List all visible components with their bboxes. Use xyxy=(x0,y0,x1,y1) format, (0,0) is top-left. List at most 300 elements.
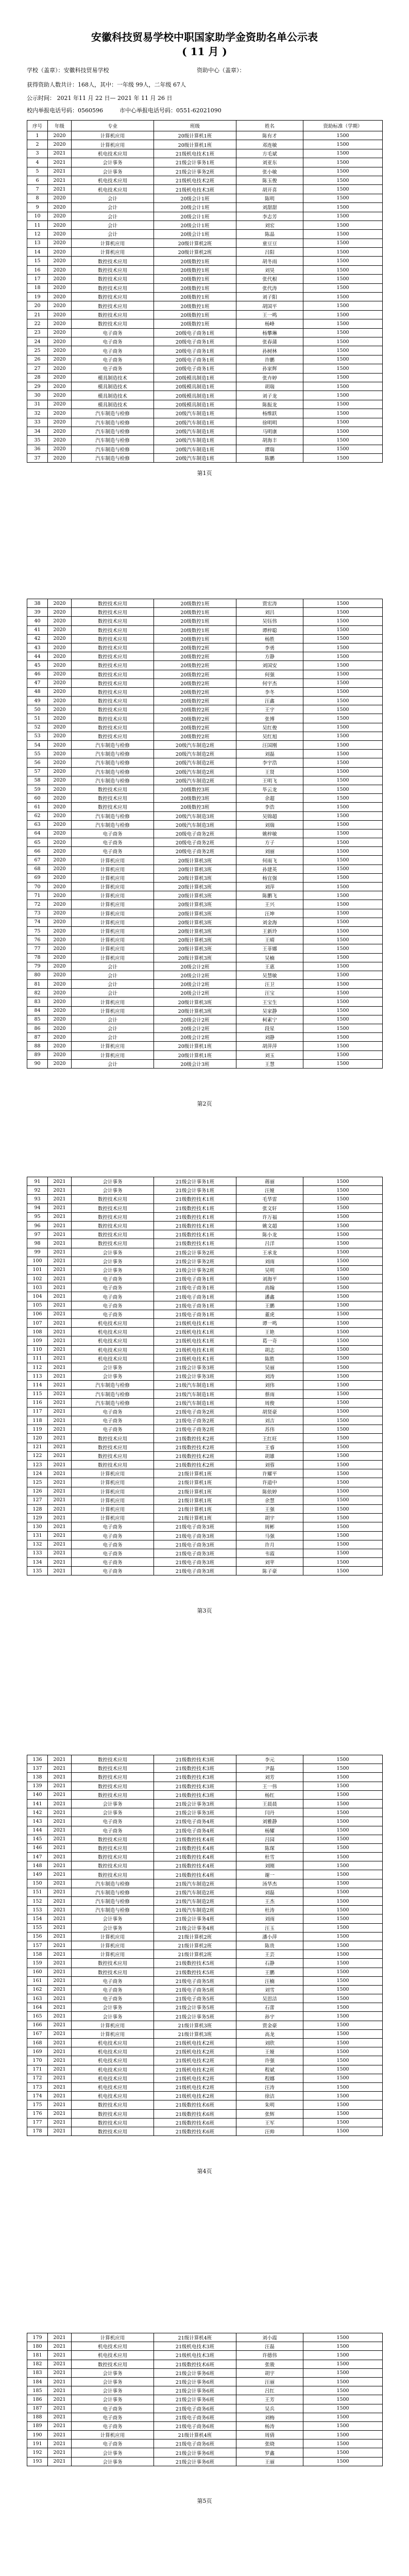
table-cell: 93 xyxy=(27,1195,48,1204)
table-cell: 21级会计事务3班 xyxy=(154,1799,236,1808)
table-row xyxy=(27,2368,383,2377)
table-row xyxy=(27,776,383,785)
table-cell: 51 xyxy=(27,714,48,723)
table-row xyxy=(27,1461,383,1469)
table-cell: 21级电子商务1班 xyxy=(154,1275,236,1283)
table-cell: 21级电子商务3班 xyxy=(154,1549,236,1557)
table-cell: 汽车制造与检修 xyxy=(72,418,154,427)
table-cell: 2021 xyxy=(48,1879,72,1888)
table-cell: 2021 xyxy=(48,1230,72,1239)
table-cell: 王军 xyxy=(236,2118,303,2127)
table-cell: 2021 xyxy=(48,1416,72,1425)
table-cell: 汽车制造与检修 xyxy=(72,1879,154,1888)
table-cell: 杨红 xyxy=(236,1790,303,1799)
table-cell: 数控技术应用 xyxy=(72,1451,154,1460)
table-cell: 21级计算机2班 xyxy=(154,1950,236,1959)
table-cell: 刘雅静 xyxy=(236,1817,303,1826)
table-cell: 1500 xyxy=(303,794,383,803)
table-cell: 吴钰伟 xyxy=(236,617,303,625)
table-row xyxy=(27,608,383,617)
table-cell: 2021 xyxy=(48,1782,72,1790)
table-cell: 21级汽车制造2班 xyxy=(154,1879,236,1888)
table-row xyxy=(27,838,383,847)
table-cell: 41 xyxy=(27,625,48,634)
table-row xyxy=(27,373,383,382)
table-row xyxy=(27,2377,383,2386)
table-cell: 2020 xyxy=(48,936,72,944)
table-cell: 147 xyxy=(27,1853,48,1861)
table-cell: 2021 xyxy=(48,1826,72,1835)
table-cell: 王宇 xyxy=(236,705,303,714)
table-cell: 数控技术应用 xyxy=(72,310,154,319)
table-cell: 1500 xyxy=(303,382,383,391)
table-cell: 43 xyxy=(27,643,48,652)
table-cell: 191 xyxy=(27,2439,48,2448)
table-cell: 2021 xyxy=(48,1345,72,1354)
table-cell: 模具制造技术 xyxy=(72,391,154,400)
table-cell: 19 xyxy=(27,293,48,301)
table-cell: 2020 xyxy=(48,283,72,292)
table-row xyxy=(27,265,383,274)
column-header: 资助标准（学期） xyxy=(303,121,383,131)
table-cell: 2020 xyxy=(48,625,72,634)
table-cell: 2020 xyxy=(48,248,72,257)
table-cell: 计算机应用 xyxy=(72,926,154,935)
table-cell: 181 xyxy=(27,2351,48,2360)
table-row xyxy=(27,1558,383,1567)
table-row xyxy=(27,873,383,882)
table-cell: 31 xyxy=(27,400,48,409)
table-cell: 吴红俊 xyxy=(236,723,303,732)
table-cell: 会计 xyxy=(72,1024,154,1033)
table-cell: 胡萍萍 xyxy=(236,1042,303,1050)
table-cell: 数控技术应用 xyxy=(72,319,154,328)
table-cell: 电子商务 xyxy=(72,1283,154,1292)
table-cell: 20级数控1班 xyxy=(154,634,236,643)
table-row xyxy=(27,1959,383,1968)
table-cell: 21级机电技术2班 xyxy=(154,2082,236,2091)
table-cell: 陈琛 xyxy=(236,1843,303,1852)
table-cell: 陈振龙 xyxy=(236,400,303,409)
table-cell: 20级数控3班 xyxy=(154,785,236,793)
table-row xyxy=(27,2118,383,2127)
table-row xyxy=(27,732,383,740)
table-cell: 刘雨 xyxy=(236,1257,303,1265)
table-cell: 1500 xyxy=(303,1275,383,1283)
table-cell: 王芳 xyxy=(236,2395,303,2404)
table-cell: 1500 xyxy=(303,661,383,670)
table-cell: 136 xyxy=(27,1755,48,1764)
table-cell: 2021 xyxy=(48,1549,72,1557)
table-cell: 王娅 xyxy=(236,2047,303,2056)
table-cell: 21级汽车制造1班 xyxy=(154,1381,236,1389)
table-cell: 154 xyxy=(27,1914,48,1923)
table-cell: 1500 xyxy=(303,1790,383,1799)
table-cell: 会计事务 xyxy=(72,2377,154,2386)
table-cell: 电子商务 xyxy=(72,1994,154,2003)
table-cell: 169 xyxy=(27,2047,48,2056)
table-cell: 会计事务 xyxy=(72,158,154,167)
table-cell: 计算机应用 xyxy=(72,918,154,926)
table-cell: 计算机应用 xyxy=(72,936,154,944)
table-cell: 数控技术应用 xyxy=(72,679,154,687)
table-cell: 杨攀琳 xyxy=(236,328,303,337)
table-cell: 2021 xyxy=(48,2413,72,2421)
table-cell: 20级汽车制造1班 xyxy=(154,436,236,445)
table-cell: 刘国安 xyxy=(236,661,303,670)
table-cell: 1500 xyxy=(303,257,383,265)
table-cell: 数控技术应用 xyxy=(72,2360,154,2368)
table-cell: 21级数控技术6班 xyxy=(154,2127,236,2136)
table-cell: 1500 xyxy=(303,239,383,247)
table-cell: 机电技术应用 xyxy=(72,2056,154,2065)
table-cell: 2020 xyxy=(48,409,72,418)
table-cell: 1500 xyxy=(303,1950,383,1959)
table-cell: 周倩 xyxy=(236,2431,303,2439)
table-cell: 2020 xyxy=(48,820,72,829)
table-cell: 电子商务 xyxy=(72,1407,154,1416)
table-cell: 157 xyxy=(27,1941,48,1950)
table-cell: 汽车制造与检修 xyxy=(72,409,154,418)
table-cell: 20级电子商务1班 xyxy=(154,355,236,364)
table-cell: 184 xyxy=(27,2377,48,2386)
table-cell: 1 xyxy=(27,131,48,140)
table-row xyxy=(27,1328,383,1336)
table-cell: 2021 xyxy=(48,1443,72,1451)
table-cell: 数控技术应用 xyxy=(72,2118,154,2127)
table-cell: 175 xyxy=(27,2100,48,2109)
table-cell: 20级计算机3班 xyxy=(154,1006,236,1015)
table-cell: 106 xyxy=(27,1310,48,1318)
table-cell: 刘子阳 xyxy=(236,293,303,301)
table-cell: 96 xyxy=(27,1221,48,1230)
table-cell: 1500 xyxy=(303,758,383,767)
table-row xyxy=(27,1434,383,1443)
column-header: 姓名 xyxy=(236,121,303,131)
table-row xyxy=(27,221,383,229)
table-cell: 2 xyxy=(27,140,48,149)
table-cell: 2021 xyxy=(48,1239,72,1248)
table-cell: 吴兵 xyxy=(236,2404,303,2413)
table-cell: 21级电子商务4班 xyxy=(154,1826,236,1835)
table-cell: 刘亚东 xyxy=(236,158,303,167)
table-cell: 21级计算机2班 xyxy=(154,1941,236,1950)
table-cell: 20级电子商务1班 xyxy=(154,364,236,373)
table-row xyxy=(27,997,383,1006)
table-cell: 汽车制造与检修 xyxy=(72,436,154,445)
table-row xyxy=(27,319,383,328)
table-cell: 17 xyxy=(27,275,48,283)
table-cell: 21级数控技术1班 xyxy=(154,1221,236,1230)
table-cell: 48 xyxy=(27,687,48,696)
table-cell: 刘海平 xyxy=(236,1275,303,1283)
table-cell: 21级汽车制造2班 xyxy=(154,1888,236,1896)
table-cell: 计算机应用 xyxy=(72,873,154,882)
table-cell: 1500 xyxy=(303,732,383,740)
table-row xyxy=(27,883,383,891)
table-cell: 1500 xyxy=(303,2092,383,2100)
table-cell: 2021 xyxy=(48,1478,72,1487)
table-cell: 32 xyxy=(27,409,48,418)
table-cell: 2020 xyxy=(48,687,72,696)
table-row xyxy=(27,2109,383,2118)
table-cell: 1500 xyxy=(303,741,383,750)
table-cell: 21级电子商务1班 xyxy=(154,1310,236,1318)
table-cell: 1500 xyxy=(303,1959,383,1968)
table-cell: 徐明明 xyxy=(236,418,303,427)
grant-table xyxy=(27,1755,383,2136)
table-cell: 汪楠 xyxy=(236,1976,303,1985)
table-cell: 数控技术应用 xyxy=(72,275,154,283)
table-cell: 王睿 xyxy=(236,1443,303,1451)
table-row xyxy=(27,1345,383,1354)
table-cell: 23 xyxy=(27,328,48,337)
table-cell: 15 xyxy=(27,257,48,265)
table-cell: 20级计算机3班 xyxy=(154,953,236,962)
table-row xyxy=(27,1487,383,1496)
table-cell: 2021 xyxy=(48,2039,72,2047)
table-cell: 胡国平 xyxy=(236,301,303,310)
table-cell: 72 xyxy=(27,900,48,909)
table-cell: 数控技术应用 xyxy=(72,1443,154,1451)
table-cell: 13 xyxy=(27,239,48,247)
table-row xyxy=(27,1389,383,1398)
table-cell: 2020 xyxy=(48,741,72,750)
table-cell: 20级模具制造1班 xyxy=(154,373,236,382)
table-cell: 数控技术应用 xyxy=(72,1870,154,1879)
table-cell: 1500 xyxy=(303,1853,383,1861)
table-cell: 2020 xyxy=(48,230,72,239)
table-cell: 李宇浩 xyxy=(236,758,303,767)
table-cell: 会计事务 xyxy=(72,1363,154,1371)
table-cell: 会计 xyxy=(72,1033,154,1042)
table-cell: 1500 xyxy=(303,1496,383,1504)
table-cell: 77 xyxy=(27,944,48,953)
table-cell: 21级数控技术1班 xyxy=(154,1195,236,1204)
table-cell: 1500 xyxy=(303,776,383,785)
table-cell: 20级电子商务2班 xyxy=(154,838,236,847)
table-cell: 21级会计事务6班 xyxy=(154,2377,236,2386)
table-cell: 21级电子商务6班 xyxy=(154,2421,236,2430)
table-cell: 柯素宁 xyxy=(236,1015,303,1024)
table-cell: 1500 xyxy=(303,1906,383,1914)
table-cell: 谭一鸣 xyxy=(236,1319,303,1328)
table-cell: 电子商务 xyxy=(72,1310,154,1318)
table-cell: 1500 xyxy=(303,149,383,158)
table-cell: 2021 xyxy=(48,1790,72,1799)
table-cell: 130 xyxy=(27,1522,48,1531)
table-cell: 王宝生 xyxy=(236,997,303,1006)
table-cell: 汽车制造与检修 xyxy=(72,758,154,767)
table-cell: 1500 xyxy=(303,391,383,400)
table-cell: 2021 xyxy=(48,1799,72,1808)
table-cell: 刘涛 xyxy=(236,1372,303,1381)
table-cell: 2021 xyxy=(48,1861,72,1870)
table-cell: 20级计算机3班 xyxy=(154,900,236,909)
table-cell: 1500 xyxy=(303,1773,383,1782)
table-row xyxy=(27,140,383,149)
table-cell: 124 xyxy=(27,1469,48,1478)
table-cell: 2020 xyxy=(48,194,72,202)
table-cell: 蒋丽 xyxy=(236,1177,303,1186)
table-cell: 2021 xyxy=(48,1177,72,1186)
table-cell: 21级会计事务1班 xyxy=(154,1186,236,1195)
table-cell: 2021 xyxy=(48,1283,72,1292)
table-row xyxy=(27,1906,383,1914)
table-cell: 1500 xyxy=(303,1897,383,1906)
table-cell: 1500 xyxy=(303,400,383,409)
table-cell: 21级计算机1班 xyxy=(154,1469,236,1478)
table-cell: 王鹏 xyxy=(236,1301,303,1310)
table-cell: 186 xyxy=(27,2395,48,2404)
table-cell: 2020 xyxy=(48,652,72,661)
table-cell: 数控技术应用 xyxy=(72,293,154,301)
table-cell: 2020 xyxy=(48,997,72,1006)
table-row xyxy=(27,230,383,239)
table-cell: 会计 xyxy=(72,980,154,989)
table-cell: 119 xyxy=(27,1425,48,1434)
table-cell: 王承龙 xyxy=(236,1248,303,1257)
table-cell: 2021 xyxy=(48,1888,72,1896)
table-cell: 91 xyxy=(27,1177,48,1186)
table-cell: 1500 xyxy=(303,1567,383,1575)
table-cell: 会计 xyxy=(72,212,154,221)
table-cell: 数控技术应用 xyxy=(72,1853,154,1861)
table-cell: 机电技术应用 xyxy=(72,1345,154,1354)
table-cell: 2021 xyxy=(48,1204,72,1212)
table-cell: 56 xyxy=(27,758,48,767)
table-cell: 1500 xyxy=(303,803,383,811)
table-cell: 20级计算机1班 xyxy=(154,1050,236,1059)
table-cell: 20级计算机3班 xyxy=(154,856,236,865)
table-cell: 2020 xyxy=(48,829,72,838)
table-cell: 谭梓聪 xyxy=(236,625,303,634)
table-cell: 1500 xyxy=(303,2457,383,2466)
table-cell: 计算机应用 xyxy=(72,883,154,891)
table-cell: 20级计算机3班 xyxy=(154,865,236,873)
table-cell: 电子商务 xyxy=(72,1416,154,1425)
table-cell: 2020 xyxy=(48,1042,72,1050)
table-cell: 61 xyxy=(27,803,48,811)
table-cell: 会计事务 xyxy=(72,1808,154,1817)
table-cell: 2021 xyxy=(48,185,72,194)
table-cell: 许月 xyxy=(236,1540,303,1549)
table-cell: 杜雪 xyxy=(236,1853,303,1861)
table-cell: 吴楠 xyxy=(236,953,303,962)
table-cell: 1500 xyxy=(303,1549,383,1557)
table-row xyxy=(27,2003,383,2012)
table-cell: 21级数控技术6班 xyxy=(154,2109,236,2118)
table-cell: 陈贵 xyxy=(236,1941,303,1950)
table-cell: 113 xyxy=(27,1372,48,1381)
table-cell: 吕阳 xyxy=(236,248,303,257)
table-cell: 苏伟 xyxy=(236,1425,303,1434)
table-cell: 2020 xyxy=(48,346,72,355)
table-cell: 2021 xyxy=(48,176,72,184)
table-cell: 193 xyxy=(27,2457,48,2466)
table-cell: 1500 xyxy=(303,2082,383,2091)
table-cell: 王兴 xyxy=(236,900,303,909)
table-cell: 1500 xyxy=(303,873,383,882)
table-cell: 149 xyxy=(27,1870,48,1879)
table-cell: 计算机应用 xyxy=(72,1050,154,1059)
table-cell: 1500 xyxy=(303,2421,383,2430)
table-cell: 1500 xyxy=(303,1817,383,1826)
page-sheet xyxy=(0,1734,409,2312)
table-cell: 139 xyxy=(27,1782,48,1790)
table-cell: 21级机电技术1班 xyxy=(154,1336,236,1345)
table-cell: 何宇杰 xyxy=(236,679,303,687)
table-row xyxy=(27,1275,383,1283)
table-cell: 2020 xyxy=(48,661,72,670)
table-cell: 1500 xyxy=(303,2109,383,2118)
table-row xyxy=(27,2047,383,2056)
table-cell: 汽车制造与检修 xyxy=(72,1398,154,1407)
table-cell: 陈子豪 xyxy=(236,1567,303,1575)
table-cell: 2020 xyxy=(48,758,72,767)
table-row xyxy=(27,149,383,158)
table-cell: 21 xyxy=(27,310,48,319)
table-row xyxy=(27,900,383,909)
table-cell: 16 xyxy=(27,265,48,274)
table-cell: 刘蓉 xyxy=(236,1461,303,1469)
table-cell: 57 xyxy=(27,767,48,776)
table-cell: 电子商务 xyxy=(72,355,154,364)
table-cell: 1500 xyxy=(303,900,383,909)
table-cell: 21级计算机2班 xyxy=(154,1932,236,1941)
table-cell: 机电技术应用 xyxy=(72,2039,154,2047)
table-cell: 21级电子商务5班 xyxy=(154,1976,236,1985)
table-cell: 2021 xyxy=(48,1407,72,1416)
table-row xyxy=(27,1050,383,1059)
table-row xyxy=(27,1015,383,1024)
table-cell: 1500 xyxy=(303,1764,383,1773)
table-cell: 107 xyxy=(27,1319,48,1328)
table-cell: 1500 xyxy=(303,1310,383,1318)
table-cell: 78 xyxy=(27,953,48,962)
table-row xyxy=(27,2457,383,2466)
table-cell: 1500 xyxy=(303,1006,383,1015)
table-cell: 21级电子商务6班 xyxy=(154,2439,236,2448)
table-cell: 1500 xyxy=(303,2021,383,2029)
table-cell: 数控技术应用 xyxy=(72,794,154,803)
table-cell: 1500 xyxy=(303,1861,383,1870)
table-cell: 1500 xyxy=(303,1522,383,1531)
table-cell: 2020 xyxy=(48,140,72,149)
table-row xyxy=(27,382,383,391)
table-cell: 王一鸣 xyxy=(236,310,303,319)
table-cell: 2021 xyxy=(48,1853,72,1861)
table-cell: 刘萍 xyxy=(236,883,303,891)
table-row xyxy=(27,926,383,935)
table-cell: 王鹏 xyxy=(236,1968,303,1976)
table-cell: 2020 xyxy=(48,971,72,979)
table-row xyxy=(27,1799,383,1808)
table-cell: 21级会计事务6班 xyxy=(154,2395,236,2404)
table-cell: 会计 xyxy=(72,1059,154,1068)
table-cell: 21级数控技术4班 xyxy=(154,1870,236,1879)
table-cell: 许耀平 xyxy=(236,1469,303,1478)
table-cell: 1500 xyxy=(303,427,383,435)
table-cell: 1500 xyxy=(303,2127,383,2136)
table-row xyxy=(27,176,383,184)
table-cell: 21级电子商务3班 xyxy=(154,1531,236,1540)
table-row xyxy=(27,1336,383,1345)
table-row xyxy=(27,1230,383,1239)
table-cell: 李元 xyxy=(236,1755,303,1764)
table-cell: 2021 xyxy=(48,1319,72,1328)
table-cell: 陈明 xyxy=(236,194,303,202)
